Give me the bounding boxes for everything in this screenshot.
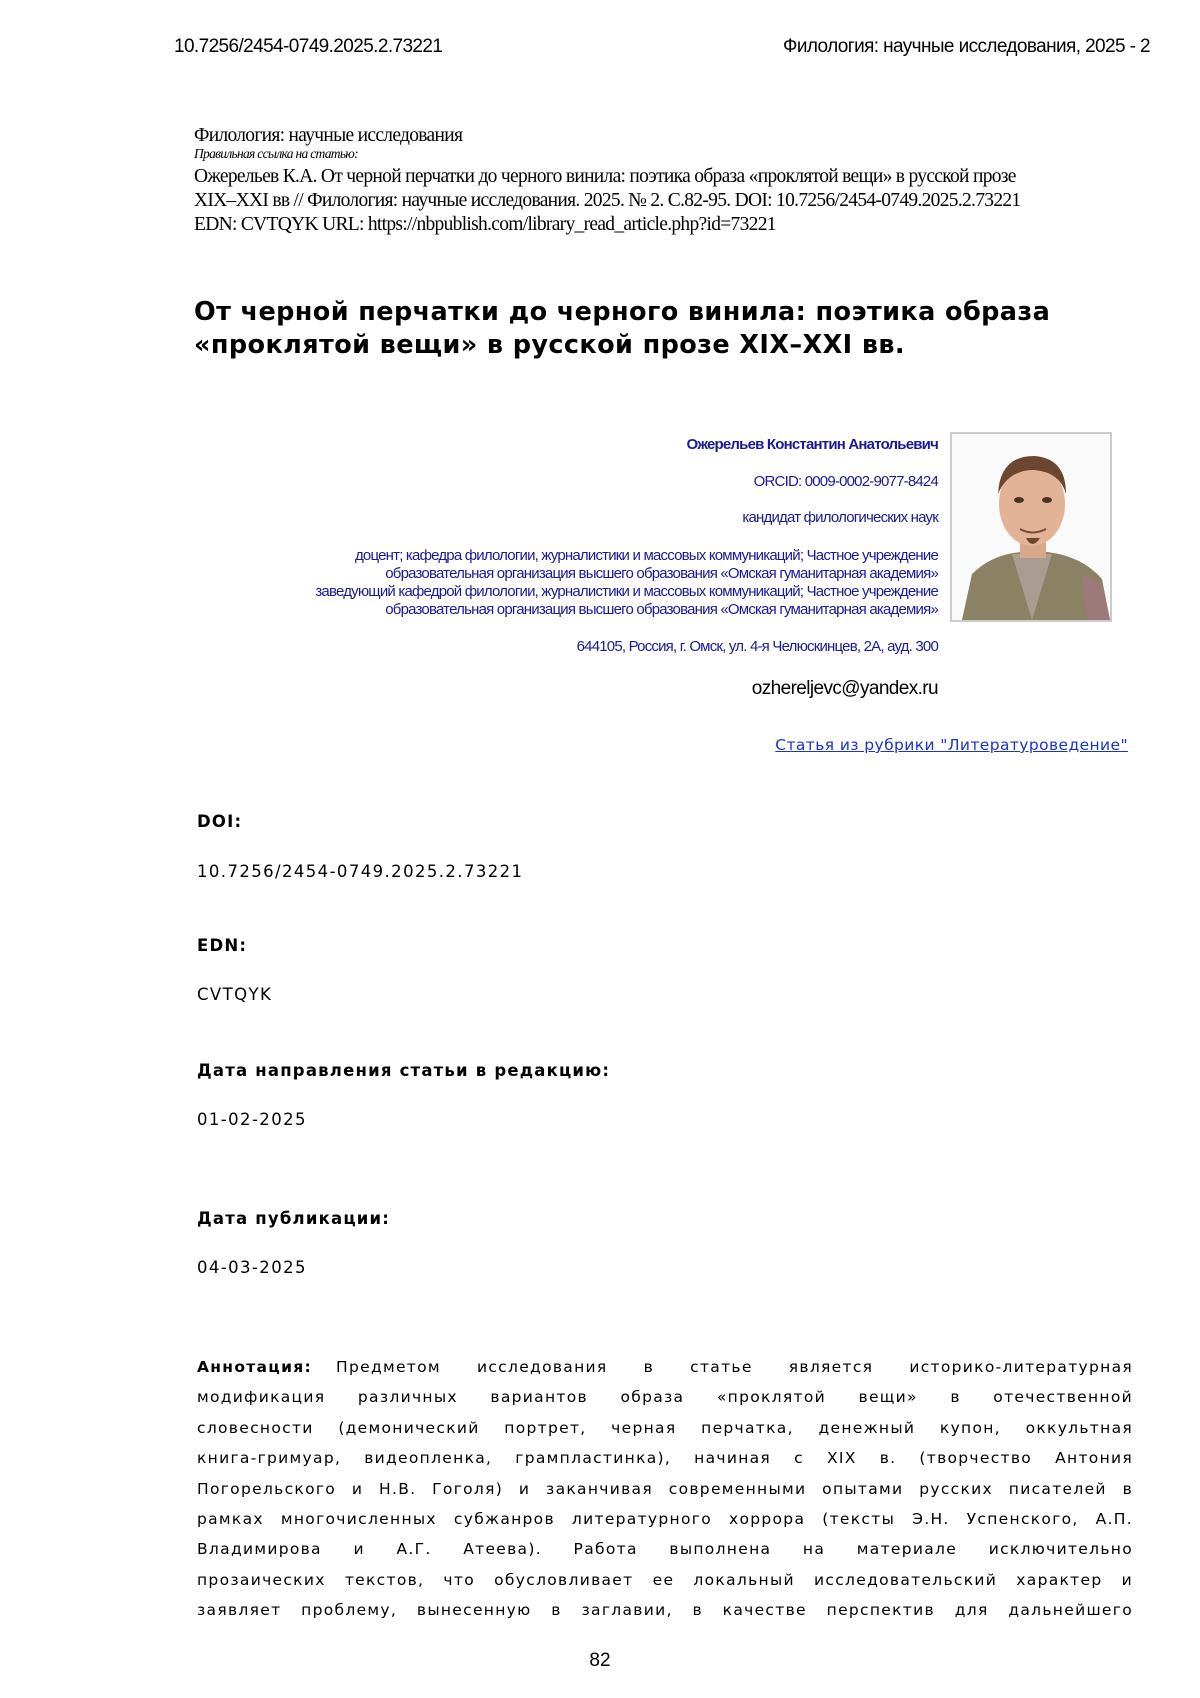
doi-label: DOI:	[197, 812, 243, 831]
author-portrait-image	[952, 434, 1110, 620]
position-line: доцент; кафедра филологии, журналистики и массовых коммуникаций; Частное учреждение	[354, 547, 938, 564]
published-label: Дата публикации:	[197, 1209, 391, 1228]
abstract-line: Погорельского и Н.В. Гоголя) и заканчивая современными опытами русских писателей в	[197, 1479, 1133, 1498]
submitted-label: Дата направления статьи в редакцию:	[197, 1061, 611, 1080]
header-doi: 10.7256/2454-0749.2025.2.73221	[174, 36, 443, 57]
citation-text	[194, 165, 1020, 237]
abstract-line: заявляет проблему, вынесенную в заглавии, в качестве перспектив для дальнейшего	[197, 1601, 1133, 1620]
abstract-line: Владимирова и А.Г. Атеева). Работа выполнена на материале исключительно	[197, 1540, 1133, 1559]
abstract-line	[197, 1352, 1133, 1382]
author-orcid: ORCID: 0009-0002-9077-8424	[753, 473, 938, 490]
author-positions	[315, 547, 938, 619]
page-number: 82	[589, 1650, 611, 1671]
abstract-text: Предметом исследования в статье является историко-литературная	[336, 1358, 1133, 1376]
citation-line: XIX–XXI вв // Филология: научные исследования. 2025. № 2. С.82-95. DOI: 10.7256/2454-0749.2025.2.73221	[194, 190, 1021, 211]
submitted-value: 01-02-2025	[197, 1110, 307, 1129]
citation-label: Правильная ссылка на статью:	[194, 146, 358, 161]
article-title	[194, 296, 1050, 362]
edn-value: CVTQYK	[197, 985, 273, 1004]
journal-name: Филология: научные исследования	[194, 125, 463, 146]
doi-value: 10.7256/2454-0749.2025.2.73221	[197, 862, 524, 881]
citation-line: EDN: CVTQYK URL: https://nbpublish.com/library_read_article.php?id=73221	[194, 214, 776, 235]
abstract-line: модификация различных вариантов образа «проклятой вещи» в отечественной	[197, 1388, 1133, 1407]
edn-label: EDN:	[197, 936, 248, 955]
abstract-line: прозаических текстов, что обусловливает ее локальный исследовательский характер и	[197, 1570, 1133, 1589]
citation-line: Ожерельев К.А. От черной перчатки до черного винила: поэтика образа «проклятой вещи» в русской прозе	[194, 166, 1016, 187]
title-line: «проклятой вещи» в русской прозе XIX–XXI вв.	[194, 330, 905, 360]
author-photo	[950, 432, 1112, 622]
author-degree: кандидат филологических наук	[742, 509, 938, 526]
abstract-line: словесности (демонический портрет, черная перчатка, денежный купон, оккультная	[197, 1418, 1133, 1437]
author-email[interactable]: ozhereljevc@yandex.ru	[751, 678, 938, 699]
position-line: образовательная организация высшего образования «Омская гуманитарная академия»	[385, 601, 938, 618]
position-line: образовательная организация высшего образования «Омская гуманитарная академия»	[385, 565, 938, 582]
abstract-line: рамках многочисленных субжанров литературного хоррора (тексты Э.Н. Успенского, А.П.	[197, 1509, 1133, 1528]
position-line: заведующий кафедрой филологии, журналистики и массовых коммуникаций; Частное учреждение	[315, 583, 938, 600]
abstract	[197, 1352, 1133, 1626]
rubric-link[interactable]: Статья из рубрики "Литературоведение"	[775, 736, 1128, 754]
abstract-label: Аннотация:	[197, 1358, 313, 1376]
author-name: Ожерельев Константин Анатольевич	[686, 436, 938, 453]
author-address: 644105, Россия, г. Омск, ул. 4-я Челюскинцев, 2А, ауд. 300	[576, 638, 938, 655]
header-journal-issue: Филология: научные исследования, 2025 - 2	[782, 36, 1150, 57]
abstract-line: книга-гримуар, видеопленка, грампластинка), начиная с XIX в. (творчество Антония	[197, 1449, 1133, 1468]
published-value: 04-03-2025	[197, 1258, 307, 1277]
title-line: От черной перчатки до черного винила: поэтика образа	[194, 297, 1051, 327]
